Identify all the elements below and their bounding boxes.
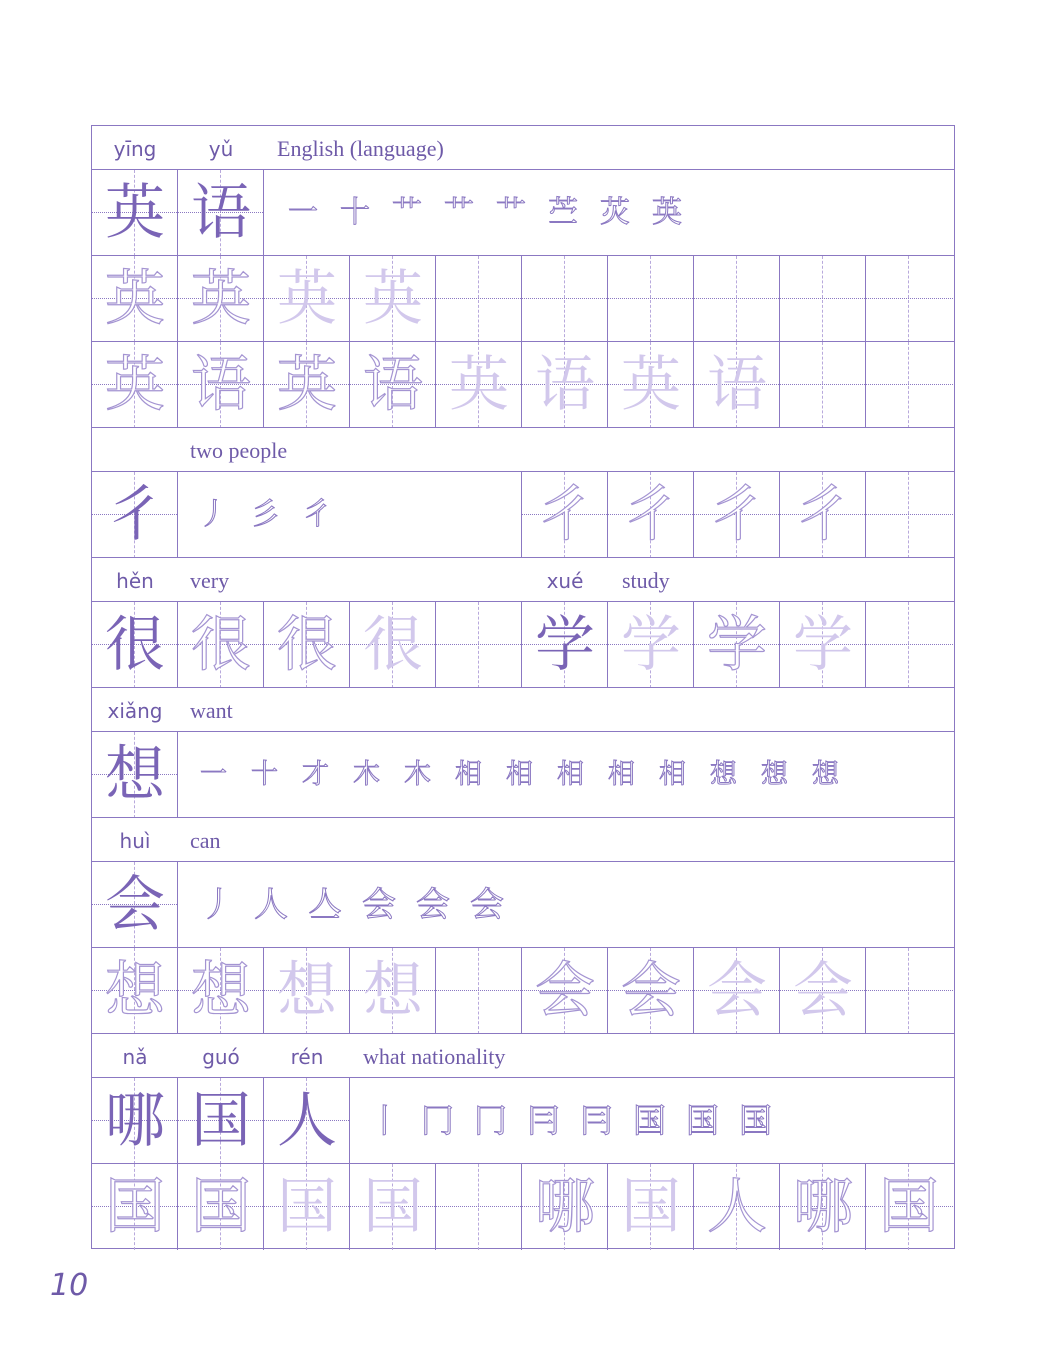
trace-char: 很	[191, 610, 251, 680]
stroke-step: 国	[686, 1101, 719, 1140]
practice-row-yingyu	[91, 341, 955, 427]
trace-char: 会	[535, 956, 595, 1026]
trace-char: 国	[191, 1172, 251, 1242]
page-number: 10	[50, 1268, 89, 1303]
char-row-xiang	[91, 731, 955, 817]
trace-char: 学	[793, 610, 853, 680]
trace-char: 很	[277, 610, 337, 680]
stroke-order	[198, 472, 354, 558]
trace-char: 英	[105, 350, 165, 420]
model-char: 英	[105, 178, 165, 248]
trace-char: 想	[105, 956, 165, 1026]
stroke-order	[288, 170, 704, 256]
model-char: 人	[277, 1086, 337, 1156]
stroke-step: 冃	[527, 1101, 560, 1140]
label-row-radical	[91, 427, 955, 471]
model-char: 会	[105, 870, 165, 940]
stroke-step: 彡	[250, 497, 280, 532]
trace-char: 英	[449, 350, 509, 420]
stroke-step: 艹	[496, 195, 526, 230]
label-row-naguoren	[91, 1033, 955, 1077]
stroke-step: 丿	[200, 885, 234, 925]
trace-char: 彳	[707, 480, 767, 550]
stroke-step: 冂	[474, 1101, 507, 1140]
stroke-order	[200, 732, 839, 818]
stroke-step: 彳	[302, 497, 332, 532]
trace-char: 学	[621, 610, 681, 680]
char-row-radical	[91, 471, 955, 557]
stroke-step: 十	[251, 759, 278, 790]
trace-char: 彳	[621, 480, 681, 550]
stroke-step: 冂	[421, 1101, 454, 1140]
stroke-step: 会	[470, 885, 504, 925]
stroke-step: 艹	[444, 195, 474, 230]
pinyin-yu: yǔ	[208, 137, 234, 161]
model-char: 国	[191, 1086, 251, 1156]
trace-char: 语	[191, 350, 251, 420]
trace-char: 想	[277, 956, 337, 1026]
trace-char: 哪	[793, 1172, 853, 1242]
stroke-step: 一	[288, 195, 318, 230]
stroke-step: 丨	[368, 1101, 401, 1140]
trace-char: 语	[363, 350, 423, 420]
model-char: 哪	[105, 1086, 165, 1156]
stroke-step: 会	[416, 885, 450, 925]
meaning-naguoren: what nationality	[363, 1044, 506, 1069]
trace-char: 国	[621, 1172, 681, 1242]
stroke-step: 一	[200, 759, 227, 790]
stroke-step: 英	[652, 195, 682, 230]
pinyin-na: nǎ	[122, 1045, 148, 1069]
stroke-step: 人	[254, 885, 288, 925]
pinyin-hui: huì	[119, 829, 151, 853]
practice-row-xiang-hui	[91, 947, 955, 1033]
stroke-order	[200, 862, 526, 948]
trace-char: 会	[621, 956, 681, 1026]
trace-char: 想	[363, 956, 423, 1026]
stroke-step: 国	[739, 1101, 772, 1140]
stroke-step: 会	[362, 885, 396, 925]
trace-char: 英	[277, 350, 337, 420]
pinyin-guo: guó	[202, 1045, 240, 1069]
meaning-radical: two people	[190, 438, 288, 463]
trace-char: 国	[105, 1172, 165, 1242]
char-row-hen-xue	[91, 601, 955, 687]
stroke-step: 才	[302, 759, 329, 790]
stroke-step: 想	[710, 759, 737, 790]
stroke-step: 艹	[392, 195, 422, 230]
stroke-step: 想	[812, 759, 839, 790]
meaning-yingyu: English (language)	[277, 136, 444, 161]
trace-char: 很	[363, 610, 423, 680]
stroke-step: 相	[455, 759, 482, 790]
worksheet-grid	[91, 125, 955, 1249]
stroke-step: 丿	[198, 497, 228, 532]
model-char: 语	[191, 178, 251, 248]
char-row-hui	[91, 861, 955, 947]
stroke-step: 相	[506, 759, 533, 790]
trace-char: 语	[535, 350, 595, 420]
pinyin-ying: yīng	[113, 137, 157, 161]
meaning-xiang: want	[190, 698, 233, 723]
pinyin-xiang: xiǎng	[107, 699, 163, 723]
meaning-hen: very	[190, 568, 230, 593]
trace-char: 会	[707, 956, 767, 1026]
model-char: 彳	[105, 480, 165, 550]
trace-char: 哪	[535, 1172, 595, 1242]
pinyin-hen: hěn	[116, 569, 154, 593]
stroke-step: 苎	[548, 195, 578, 230]
trace-char: 人	[707, 1172, 767, 1242]
pinyin-ren: rén	[290, 1045, 324, 1069]
label-row-hen-xue	[91, 557, 955, 601]
stroke-step: 木	[404, 759, 431, 790]
stroke-step: 相	[659, 759, 686, 790]
stroke-step: 苂	[600, 195, 630, 230]
trace-char: 英	[277, 264, 337, 334]
label-row-yingyu	[91, 125, 955, 169]
char-row-yingyu	[91, 169, 955, 255]
stroke-step: 相	[608, 759, 635, 790]
trace-char: 彳	[793, 480, 853, 550]
trace-char: 英	[363, 264, 423, 334]
trace-char: 想	[191, 956, 251, 1026]
trace-char: 国	[363, 1172, 423, 1242]
model-char: 想	[105, 740, 165, 810]
practice-row-naguoren	[91, 1163, 955, 1249]
stroke-step: 相	[557, 759, 584, 790]
stroke-order	[368, 1078, 794, 1164]
practice-row-ying	[91, 255, 955, 341]
stroke-step: 十	[340, 195, 370, 230]
trace-char: 国	[277, 1172, 337, 1242]
stroke-step: 木	[353, 759, 380, 790]
stroke-step: 亼	[308, 885, 342, 925]
trace-char: 语	[707, 350, 767, 420]
pinyin-xue: xué	[546, 569, 584, 593]
trace-char: 彳	[535, 480, 595, 550]
stroke-step: 国	[633, 1101, 666, 1140]
trace-char: 会	[793, 956, 853, 1026]
model-char: 学	[535, 610, 595, 680]
char-cell	[92, 170, 178, 256]
trace-char: 国	[879, 1172, 939, 1242]
model-char: 很	[105, 610, 165, 680]
char-row-naguoren	[91, 1077, 955, 1163]
stroke-step: 冃	[580, 1101, 613, 1140]
trace-char: 英	[191, 264, 251, 334]
stroke-step: 想	[761, 759, 788, 790]
trace-char: 英	[621, 350, 681, 420]
meaning-xue: study	[622, 568, 670, 593]
trace-char: 学	[707, 610, 767, 680]
trace-char: 英	[105, 264, 165, 334]
label-row-xiang	[91, 687, 955, 731]
meaning-hui: can	[190, 828, 221, 853]
label-row-hui	[91, 817, 955, 861]
char-cell	[178, 170, 264, 256]
